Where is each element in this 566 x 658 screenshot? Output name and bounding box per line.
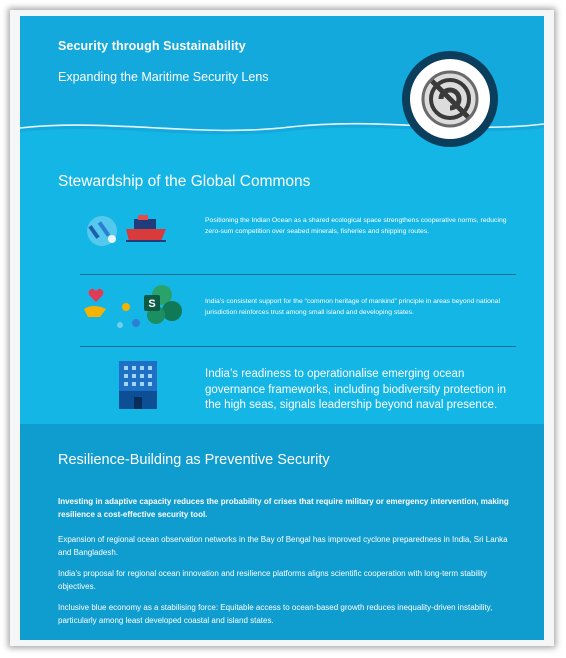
- stewardship-heading: Stewardship of the Global Commons: [58, 173, 311, 190]
- divider: [80, 274, 516, 275]
- office-building-icon: [117, 359, 161, 411]
- stewardship-item-text: India’s consistent support for the “common heritage of mankind” principle in areas beyond national jurisdiction reinforces trust among small island and developing states.: [205, 298, 500, 316]
- resilience-lead: Investing in adaptive capacity reduces the probability of crises that require military or emergency intervention, making resilience a cost-effective security tool.: [58, 497, 509, 519]
- resilience-heading: Resilience-Building as Preventive Security: [58, 452, 330, 468]
- svg-text:S: S: [148, 298, 156, 310]
- document-frame: [10, 10, 554, 646]
- resilience-point: India’s proposal for regional ocean innovation and resilience platforms aligns scientific cooperation with long-term stability objectives.: [58, 569, 487, 591]
- cooperation-icon: [80, 281, 190, 333]
- page-title: Security through Sustainability: [58, 39, 246, 53]
- infographic-card: [20, 16, 544, 640]
- badge-circle: [402, 51, 498, 147]
- page-subtitle: Expanding the Maritime Security Lens: [58, 70, 269, 84]
- stewardship-item-text: Positioning the Indian Ocean as a shared ecological space strengthens cooperative norms, reducing zero-sum competition over seabed minerals, fisheries and shipping routes.: [205, 217, 507, 235]
- resilience-point: Expansion of regional ocean observation networks in the Bay of Bengal has improved cyclone preparedness in India, Sri Lanka and Bangladesh.: [58, 535, 508, 557]
- divider: [80, 346, 516, 347]
- stewardship-section: [20, 141, 544, 424]
- no-conflict-icon: [419, 68, 481, 130]
- stewardship-item-text: India’s readiness to operationalise emerging ocean governance frameworks, including biodiversity protection in the high seas, signals leadership beyond naval presence.: [205, 368, 507, 411]
- resilience-section: [20, 424, 544, 640]
- resilience-point: Inclusive blue economy as a stabilising force: Equitable access to ocean-based growth reduces inequality-driven instability, particularly among least developed coastal and island states.: [58, 603, 493, 625]
- ship-icon: [80, 209, 180, 253]
